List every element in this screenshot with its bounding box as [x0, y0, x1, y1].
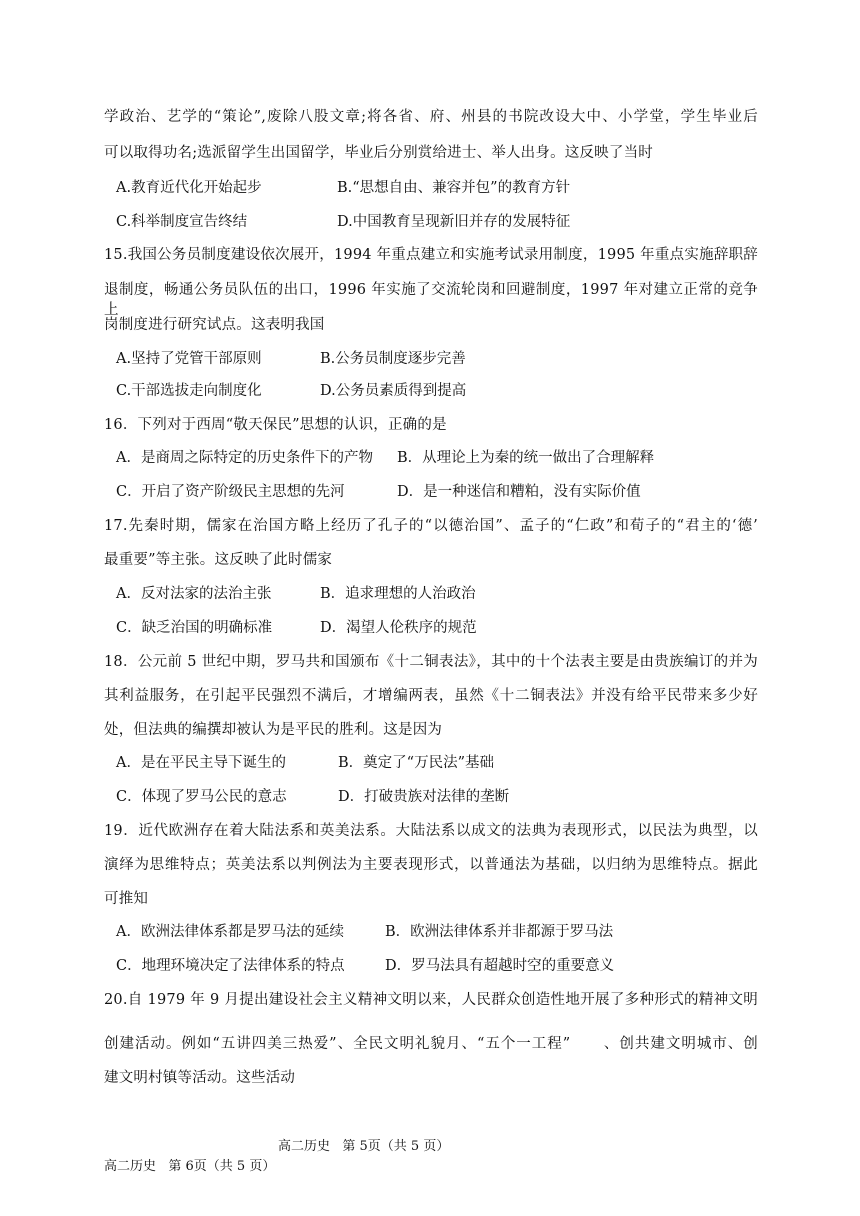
- page-footer-center: 高二历史 第 5页（共 5 页）: [278, 1139, 450, 1154]
- q16-option-a[interactable]: A．是商周之际特定的历史条件下的产物: [116, 450, 373, 466]
- q16-option-c[interactable]: C．开启了资产阶级民主思想的先河: [116, 484, 345, 500]
- q15-text-line-2: 退制度，畅通公务员队伍的出口，1996 年实施了交流轮岗和回避制度，1997 年对建立正常的竞争上: [104, 282, 758, 318]
- q18-option-a[interactable]: A．是在平民主导下诞生的: [116, 755, 286, 771]
- q14-option-c[interactable]: C.科举制度宣告终结: [116, 214, 248, 230]
- q14-text-line-2: 可以取得功名;选派留学生出国留学，毕业后分别赏给进士、举人出身。这反映了当时: [104, 145, 653, 161]
- q14-option-d[interactable]: D.中国教育呈现新旧并存的发展特征: [337, 214, 571, 230]
- q15-text-line-1: 15.我国公务员制度建设依次展开，1994 年重点建立和实施考试录用制度，1995 年重点实施辞职辞: [104, 247, 758, 263]
- q19-text-line-3: 可推知: [104, 891, 149, 907]
- q19-option-d[interactable]: D．罗马法具有超越时空的重要意义: [385, 958, 615, 974]
- q20-text-line-3: 建文明村镇等活动。这些活动: [104, 1070, 296, 1086]
- q18-option-c[interactable]: C．体现了罗马公民的意志: [116, 789, 287, 805]
- q17-text-line-2: 最重要”等主张。这反映了此时儒家: [104, 552, 333, 568]
- q14-option-b[interactable]: B.“思想自由、兼容并包”的教育方针: [337, 180, 571, 196]
- q14-text-line-1: 学政治、艺学的“策论”,废除八股文章;将各省、府、州县的书院改设大中、小学堂，学生毕业后: [104, 109, 758, 125]
- q17-option-c[interactable]: C．缺乏治国的明确标准: [116, 620, 273, 636]
- q15-option-c[interactable]: C.干部选拔走向制度化: [116, 383, 262, 399]
- q15-option-b[interactable]: B.公务员制度逐步完善: [320, 351, 466, 367]
- q19-option-a[interactable]: A．欧洲法律体系都是罗马法的延续: [116, 924, 344, 940]
- q19-option-c[interactable]: C．地理环境决定了法律体系的特点: [116, 958, 345, 974]
- q19-text-line-2: 演绎为思维特点；英美法系以判例法为主要表现形式，以普通法为基础，以归纳为思维特点。据此: [104, 857, 758, 873]
- q19-option-b[interactable]: B．欧洲法律体系并非都源于罗马法: [385, 924, 614, 940]
- q18-option-d[interactable]: D．打破贵族对法律的垄断: [338, 789, 510, 805]
- q18-option-b[interactable]: B．奠定了“万民法”基础: [338, 755, 494, 771]
- q17-option-a[interactable]: A．反对法家的法治主张: [116, 586, 272, 602]
- q20-text-line-2: 创建活动。例如“五讲四美三热爱”、全民文明礼貌月、“五个一工程” 、创共建文明城市、创: [104, 1036, 758, 1052]
- q20-text-line-1: 20.自 1979 年 9 月提出建设社会主义精神文明以来，人民群众创造性地开展了多种形式的精神文明: [104, 992, 758, 1008]
- q15-option-a[interactable]: A.坚持了党管干部原则: [116, 351, 262, 367]
- q18-text-line-1: 18．公元前 5 世纪中期，罗马共和国颁布《十二铜表法》，其中的十个法表主要是由贵族编订的并为: [104, 654, 758, 670]
- q18-text-line-3: 处，但法典的编撰却被认为是平民的胜利。这是因为: [104, 722, 443, 738]
- page-footer-left: 高二历史 第 6页（共 5 页）: [104, 1159, 276, 1174]
- q17-option-d[interactable]: D．渴望人伦秩序的规范: [320, 620, 477, 636]
- q18-text-line-2: 其利益服务，在引起平民强烈不满后，才增编两表，虽然《十二铜表法》并没有给平民带来多少好: [104, 688, 758, 704]
- q14-option-a[interactable]: A.教育近代化开始起步: [116, 180, 262, 196]
- q16-option-b[interactable]: B．从理论上为秦的统一做出了合理解释: [397, 450, 655, 466]
- q16-text-line-1: 16．下列对于西周“敬天保民”思想的认识，正确的是: [104, 417, 447, 433]
- q17-option-b[interactable]: B．追求理想的人治政治: [320, 586, 476, 602]
- q15-option-d[interactable]: D.公务员素质得到提高: [320, 383, 467, 399]
- q16-option-d[interactable]: D．是一种迷信和糟粕，没有实际价值: [397, 484, 641, 500]
- q19-text-line-1: 19．近代欧洲存在着大陆法系和英美法系。大陆法系以成文的法典为表现形式，以民法为典型，以: [104, 823, 758, 839]
- q17-text-line-1: 17.先秦时期，儒家在治国方略上经历了孔子的“以德治国”、孟子的“仁政”和荀子的“君主的‘德’: [104, 518, 758, 534]
- q15-text-line-3: 岗制度进行研究试点。这表明我国: [104, 317, 325, 333]
